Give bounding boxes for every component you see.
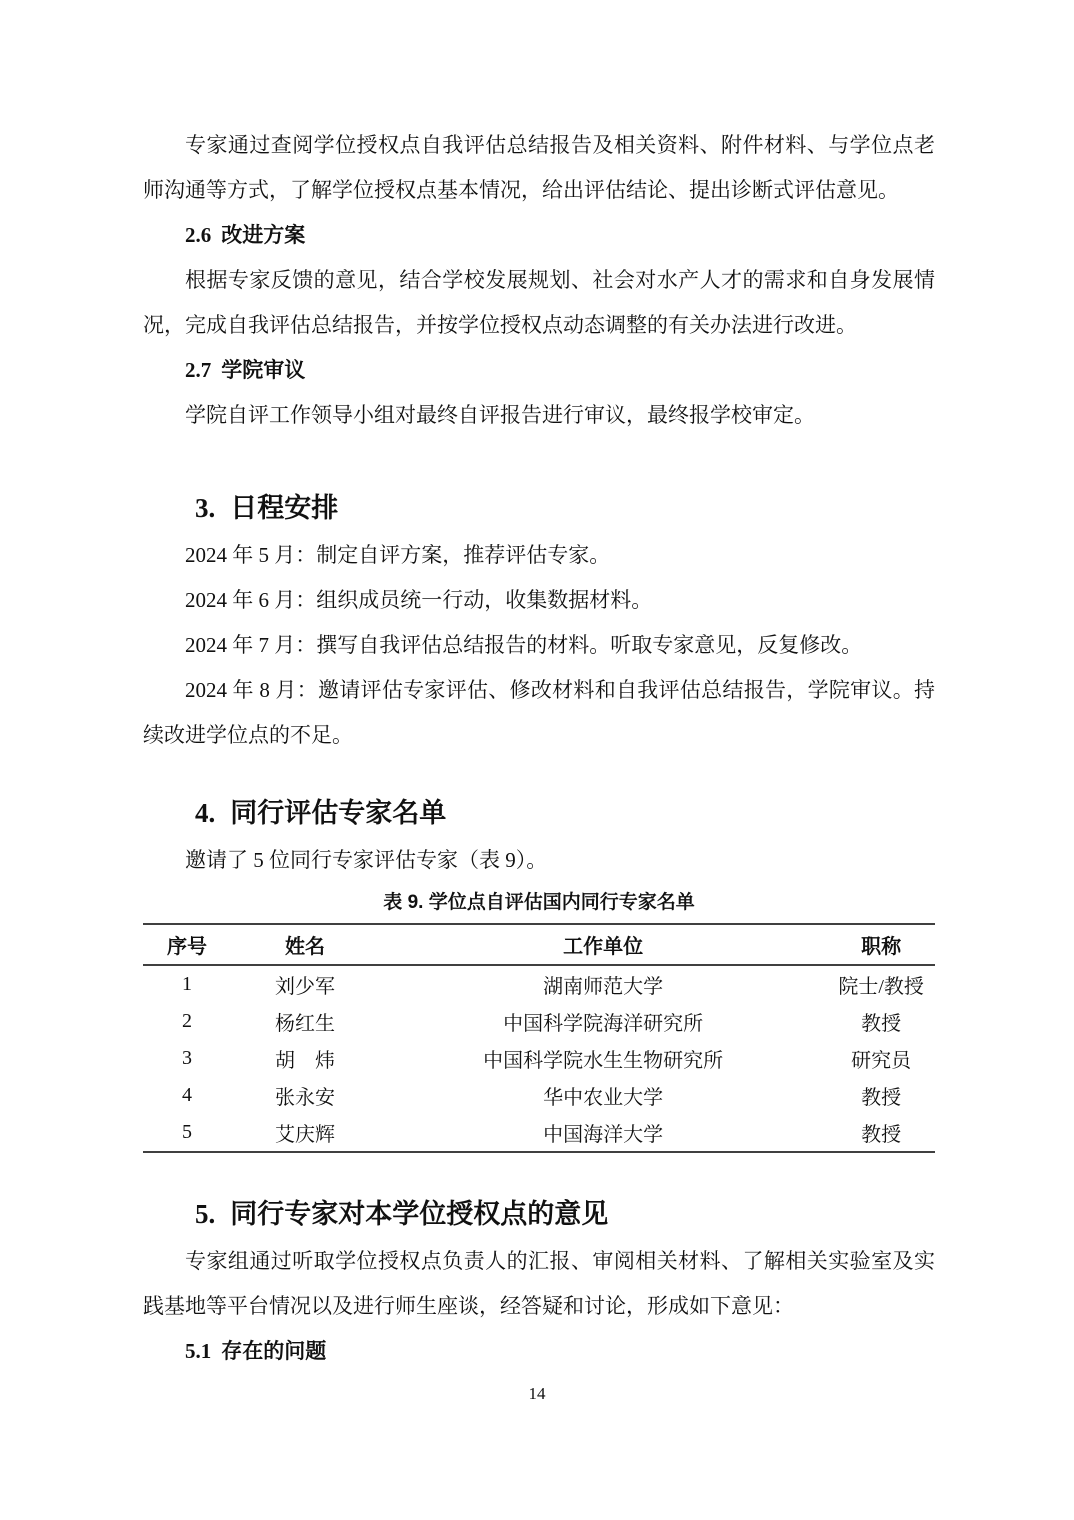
col-header-affiliation: 工作单位 xyxy=(379,924,827,965)
cell-index: 5 xyxy=(181,1121,192,1143)
table-caption: 表 9. 学位点自评估国内同行专家名单 xyxy=(383,892,695,913)
heading-5-1 xyxy=(143,1329,935,1374)
cell-name: 刘少军 xyxy=(274,976,335,998)
schedule-item-june: 2024 年 6 月：组织成员统一行动，收集数据材料。 xyxy=(185,588,653,612)
schedule-item-may: 2024 年 5 月：制定自评方案，推荐评估专家。 xyxy=(185,543,611,567)
paragraph-2-7: 学院自评工作领导小组对最终自评报告进行审议，最终报学校审定。 xyxy=(185,403,815,427)
cell-title: 研究员 xyxy=(851,1050,912,1072)
schedule-item-august: 2024 年 8 月：邀请评估专家评估、修改材料和自我评估总结报告，学院审议。持续改进学位点的不足。 xyxy=(143,678,935,747)
table-row xyxy=(143,1003,935,1040)
heading-4 xyxy=(143,788,935,838)
schedule-item-july: 2024 年 7 月：撰写自我评估总结报告的材料。听取专家意见，反复修改。 xyxy=(185,633,863,657)
heading-2-7-number: 2.7 xyxy=(185,358,212,382)
cell-affiliation: 中国海洋大学 xyxy=(543,1124,664,1146)
cell-index: 4 xyxy=(181,1084,192,1106)
cell-name: 艾庆辉 xyxy=(274,1124,335,1146)
heading-3-title: 日程安排 xyxy=(230,493,339,523)
heading-2-7-title: 学院审议 xyxy=(221,359,306,382)
cell-affiliation: 华中农业大学 xyxy=(543,1087,664,1109)
cell-name: 张永安 xyxy=(274,1087,335,1109)
page-number: 14 xyxy=(528,1384,546,1403)
cell-affiliation: 中国科学院海洋研究所 xyxy=(503,1013,704,1035)
heading-5-1-number: 5.1 xyxy=(185,1339,212,1363)
heading-2-6 xyxy=(143,213,935,258)
heading-5-number: 5. xyxy=(195,1199,216,1229)
col-header-title: 职称 xyxy=(827,924,935,965)
intro-paragraph: 专家通过查阅学位授权点自我评估总结报告及相关资料、附件材料、与学位点老师沟通等方式，了解学位授权点基本情况，给出评估结论、提出诊断式评估意见。 xyxy=(143,133,935,202)
cell-title: 教授 xyxy=(861,1087,902,1109)
page-content xyxy=(143,0,935,1374)
cell-affiliation: 中国科学院水生生物研究所 xyxy=(483,1050,724,1072)
paragraph-2-6: 根据专家反馈的意见，结合学校发展规划、社会对水产人才的需求和自身发展情况，完成自我评估总结报告，并按学位授权点动态调整的有关办法进行改进。 xyxy=(143,268,935,337)
heading-4-number: 4. xyxy=(195,798,216,828)
cell-index: 3 xyxy=(181,1047,192,1069)
table-row xyxy=(143,965,935,1003)
cell-title: 教授 xyxy=(861,1013,902,1035)
table-header-row xyxy=(143,924,935,965)
table-row xyxy=(143,1114,935,1152)
cell-index: 2 xyxy=(181,1010,192,1032)
heading-2-7 xyxy=(143,348,935,393)
heading-5 xyxy=(143,1189,935,1239)
experts-table xyxy=(143,923,935,1153)
heading-3 xyxy=(143,483,935,533)
cell-index: 1 xyxy=(181,973,192,995)
col-header-name: 姓名 xyxy=(231,924,379,965)
cell-name: 胡 炜 xyxy=(274,1050,335,1072)
cell-title: 院士/教授 xyxy=(838,976,924,998)
paragraph-5: 专家组通过听取学位授权点负责人的汇报、审阅相关材料、了解相关实验室及实践基地等平台情况以及进行师生座谈，经答疑和讨论，形成如下意见： xyxy=(143,1249,935,1318)
table-row xyxy=(143,1040,935,1077)
heading-2-6-number: 2.6 xyxy=(185,223,212,247)
heading-4-title: 同行评估专家名单 xyxy=(230,798,447,828)
cell-affiliation: 湖南师范大学 xyxy=(543,976,664,998)
cell-name: 杨红生 xyxy=(274,1013,335,1035)
heading-3-number: 3. xyxy=(195,493,216,523)
col-header-index: 序号 xyxy=(143,924,231,965)
heading-5-1-title: 存在的问题 xyxy=(221,1340,327,1363)
paragraph-4: 邀请了 5 位同行专家评估专家（表 9）。 xyxy=(185,848,548,872)
cell-title: 教授 xyxy=(861,1124,902,1146)
heading-5-title: 同行专家对本学位授权点的意见 xyxy=(230,1199,609,1229)
table-row xyxy=(143,1077,935,1114)
heading-2-6-title: 改进方案 xyxy=(221,224,306,247)
